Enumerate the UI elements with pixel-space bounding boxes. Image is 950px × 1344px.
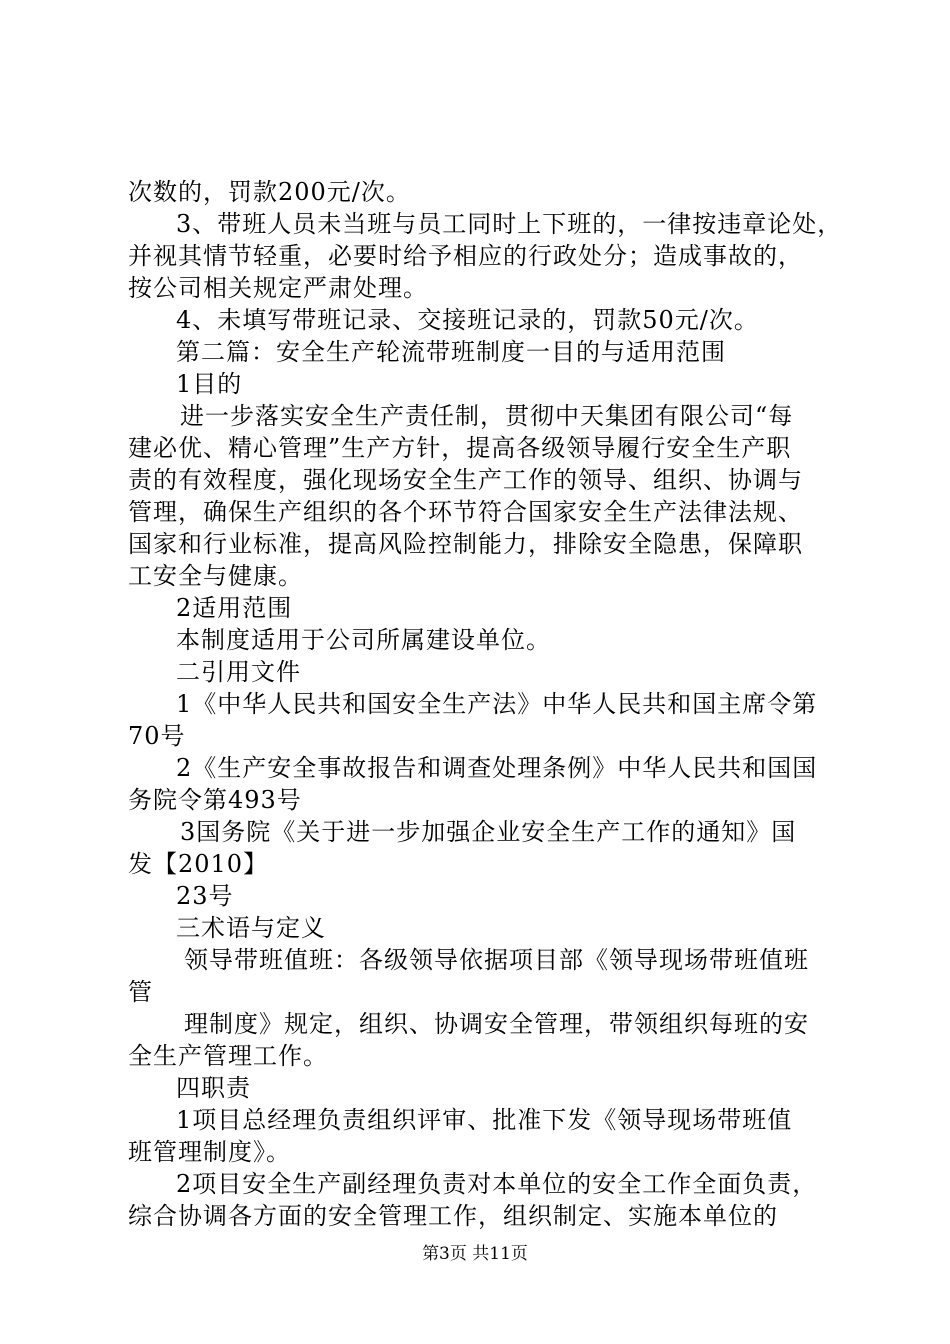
text-line: 全生产管理工作。 <box>128 1042 328 1070</box>
text-line: 4、未填写带班记录、交接班记录的，罚款50元/次。 <box>176 306 759 334</box>
section-heading: 第二篇：安全生产轮流带班制度一目的与适用范围 <box>176 338 726 366</box>
text-line: 班管理制度》。 <box>128 1138 291 1166</box>
text-line: 工安全与健康。 <box>128 562 303 590</box>
text-line: 23号 <box>176 882 234 910</box>
section-heading: 四职责 <box>176 1074 251 1102</box>
text-line: 理制度》规定，组织、协调安全管理，带领组织每班的安 <box>184 1010 809 1038</box>
text-line: 进一步落实安全生产责任制，贯彻中天集团有限公司“每 <box>180 402 794 430</box>
section-heading: 二引用文件 <box>176 658 301 686</box>
text-line: 70号 <box>128 722 186 750</box>
text-line: 责的有效程度，强化现场安全生产工作的领导、组织、协调与 <box>128 466 803 494</box>
text-line: 国家和行业标准，提高风险控制能力，排除安全隐患，保障职 <box>128 530 803 558</box>
text-line: 2项目安全生产副经理负责对本单位的安全工作全面负责， <box>176 1170 818 1198</box>
subheading: 2适用范围 <box>176 594 293 622</box>
text-line: 务院令第493号 <box>128 786 302 814</box>
page-footer: 第3页 共11页 <box>422 1244 528 1264</box>
text-line: 按公司相关规定严肃处理。 <box>128 274 428 302</box>
text-line: 次数的，罚款200元/次。 <box>128 178 411 206</box>
text-line: 2《生产安全事故报告和调查处理条例》中华人民共和国国 <box>176 754 818 782</box>
text-line: 管 <box>128 978 153 1006</box>
text-line: 领导带班值班：各级领导依据项目部《领导现场带班值班 <box>184 946 809 974</box>
text-line: 3、带班人员未当班与员工同时上下班的，一律按违章论处， <box>176 210 843 238</box>
section-heading: 三术语与定义 <box>176 914 326 942</box>
text-line: 发【2010】 <box>128 850 269 878</box>
text-line: 并视其情节轻重，必要时给予相应的行政处分；造成事故的， <box>128 242 803 270</box>
text-line: 1《中华人民共和国安全生产法》中华人民共和国主席令第 <box>176 690 818 718</box>
text-line: 管理，确保生产组织的各个环节符合国家安全生产法律法规、 <box>128 498 803 526</box>
text-line: 综合协调各方面的安全管理工作，组织制定、实施本单位的 <box>128 1202 778 1230</box>
text-line: 建必优、精心管理”生产方针，提高各级领导履行安全生产职 <box>128 434 792 462</box>
text-line: 本制度适用于公司所属建设单位。 <box>176 626 551 654</box>
text-line: 1项目总经理负责组织评审、批准下发《领导现场带班值 <box>176 1106 793 1134</box>
subheading: 1目的 <box>176 370 243 398</box>
text-line: 3国务院《关于进一步加强企业安全生产工作的通知》国 <box>180 818 797 846</box>
